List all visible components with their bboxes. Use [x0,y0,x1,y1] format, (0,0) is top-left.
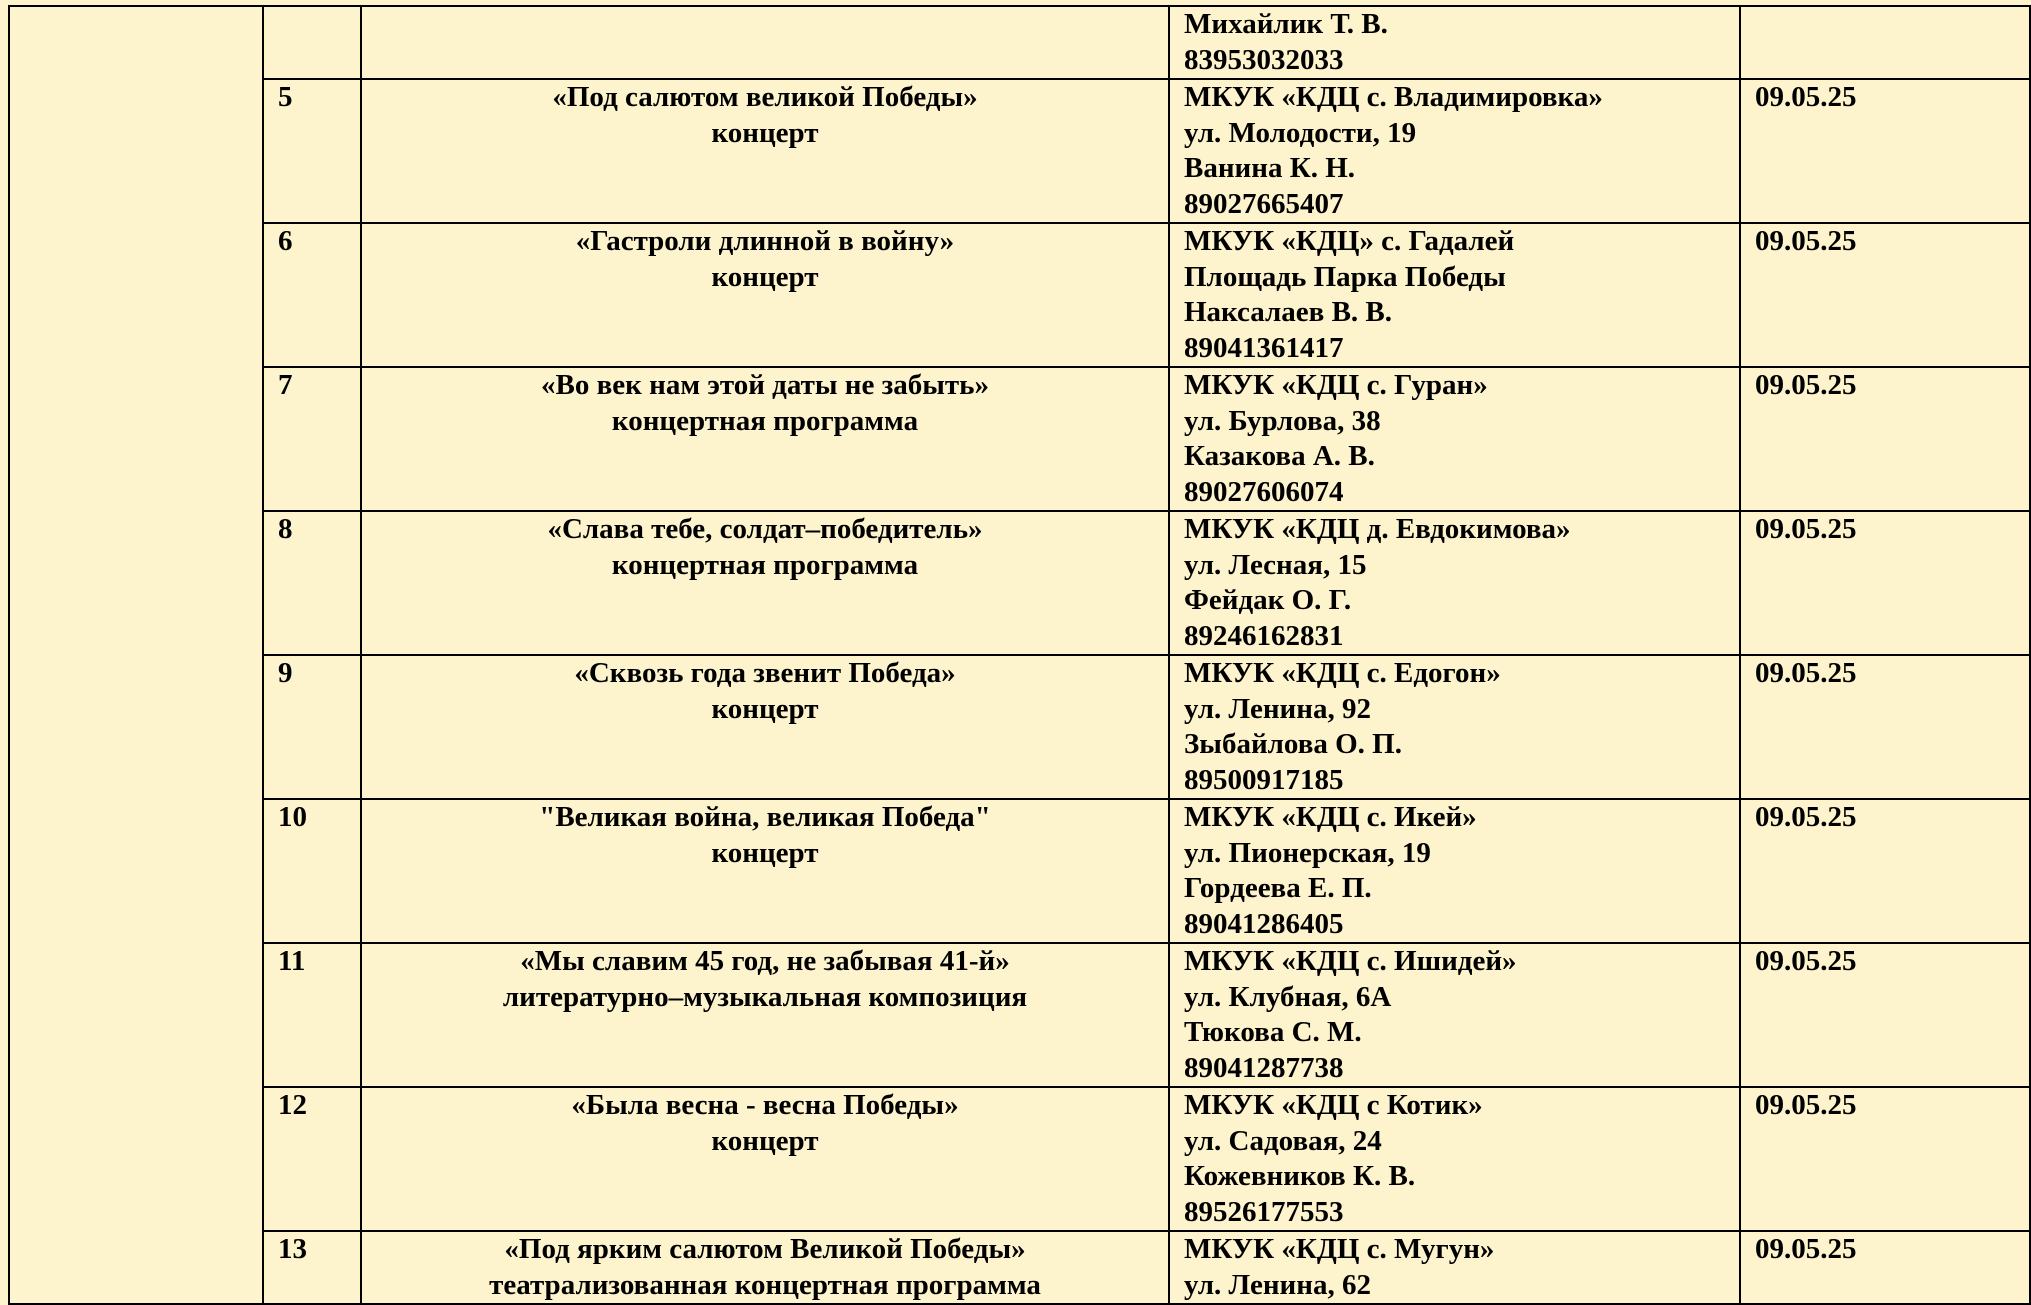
event-title: «Под ярким салютом Великой Победы» [504,1233,1026,1265]
row-number-cell: 10 [263,799,361,943]
table-row [9,1087,2030,1231]
venue-line: 89500917185 [1184,763,1344,796]
event-format: концерт [711,692,819,725]
table-row [9,655,2030,799]
table-row [9,6,2030,79]
venue-line: 89246162831 [1184,619,1344,652]
venue-line: ул. Ленина, 62 [1184,1268,1371,1301]
venue-line: Ванина К. Н. [1184,152,1356,184]
date-cell: 09.05.25 [1740,1231,2030,1304]
event-title-cell [361,1231,1169,1304]
row-number-cell: 5 [263,79,361,223]
table-row [9,367,2030,511]
venue-cell [1169,799,1740,943]
venue-line: 89041361417 [1184,331,1344,364]
date-cell: 09.05.25 [1740,79,2030,223]
venue-line: МКУК «КДЦ с. Едогон» [1184,657,1501,689]
date-cell: 09.05.25 [1740,223,2030,367]
event-title-cell [361,223,1169,367]
event-title: «Гастроли длинной в войну» [575,225,955,257]
event-title: «Сквозь года звенит Победа» [574,657,956,689]
row-number-cell: 8 [263,511,361,655]
event-format: концертная программа [611,404,919,437]
venue-line: Зыбайлова О. П. [1184,728,1402,760]
venue-line: ул. Ленина, 92 [1184,692,1371,725]
venue-line: ул. Садовая, 24 [1184,1124,1382,1157]
date-cell [1740,6,2030,79]
row-number-cell: 6 [263,223,361,367]
row-number-cell: 9 [263,655,361,799]
events-table [8,5,2031,1305]
date-cell: 09.05.25 [1740,367,2030,511]
venue-line: 89041286405 [1184,907,1344,940]
venue-line: Тюкова С. М. [1184,1016,1362,1048]
venue-cell [1169,943,1740,1087]
venue-line: МКУК «КДЦ с Котик» [1184,1089,1483,1121]
date-cell: 09.05.25 [1740,943,2030,1087]
event-format: концерт [711,260,819,293]
row-number-cell: 11 [263,943,361,1087]
event-format: концерт [711,116,819,149]
venue-cell [1169,655,1740,799]
venue-line: МКУК «КДЦ д. Евдокимова» [1184,513,1571,545]
venue-cell [1169,79,1740,223]
event-title-cell [361,1087,1169,1231]
table-row [9,943,2030,1087]
venue-line: ул. Пионерская, 19 [1184,836,1431,869]
event-title: "Великая война, великая Победа" [539,801,991,833]
event-title-cell [361,655,1169,799]
venue-line: Площадь Парка Победы [1184,260,1506,293]
event-title: «Мы славим 45 год, не забывая 41-й» [520,945,1010,977]
venue-cell [1169,367,1740,511]
event-title: «Слава тебе, солдат–победитель» [547,513,983,545]
event-title-cell [361,943,1169,1087]
venue-line: МКУК «КДЦ» с. Гадалей [1184,225,1515,257]
venue-cell [1169,223,1740,367]
venue-line: Кожевников К. В. [1184,1160,1416,1192]
venue-cell [1169,1231,1740,1304]
table-row [9,511,2030,655]
row-number-cell [263,6,361,79]
venue-line: Гордеева Е. П. [1184,872,1372,904]
table-row [9,799,2030,943]
venue-line: 89041287738 [1184,1051,1344,1084]
event-title-cell [361,367,1169,511]
venue-line: Фейдак О. Г. [1184,584,1352,616]
event-format: концерт [711,836,819,869]
table-row [9,1231,2030,1304]
table-row [9,79,2030,223]
row-number-cell: 13 [263,1231,361,1304]
date-cell: 09.05.25 [1740,1087,2030,1231]
venue-line: МКУК «КДЦ с. Владимировка» [1184,81,1603,113]
venue-line: 89526177553 [1184,1195,1344,1228]
event-format: литературно–музыкальная композиция [502,980,1028,1013]
venue-cell [1169,1087,1740,1231]
document-page [8,5,2029,1301]
table-row [9,223,2030,367]
row-number-cell: 12 [263,1087,361,1231]
date-cell: 09.05.25 [1740,511,2030,655]
venue-line: МКУК «КДЦ с. Икей» [1184,801,1477,833]
venue-line: ул. Клубная, 6А [1184,980,1392,1013]
venue-cell [1169,511,1740,655]
venue-line: ул. Молодости, 19 [1184,116,1417,149]
event-title-cell [361,6,1169,79]
event-title-cell [361,799,1169,943]
venue-line: МКУК «КДЦ с. Гуран» [1184,369,1488,401]
event-format: театрализованная концертная программа [489,1268,1041,1301]
venue-line: Наксалаев В. В. [1184,296,1393,328]
row-number-cell: 7 [263,367,361,511]
venue-line: ул. Лесная, 15 [1184,548,1367,581]
date-cell: 09.05.25 [1740,799,2030,943]
venue-line: 83953032033 [1184,43,1344,76]
event-title: «Под салютом великой Победы» [552,81,978,113]
event-title: «Была весна - весна Победы» [571,1089,959,1121]
event-format: концерт [711,1124,819,1157]
event-title-cell [361,511,1169,655]
venue-cell [1169,6,1740,79]
venue-line: Михайлик Т. В. [1184,8,1388,40]
left-blank-column [9,6,263,1304]
event-title: «Во век нам этой даты не забыть» [541,369,989,401]
venue-line: МКУК «КДЦ с. Ишидей» [1184,945,1517,977]
venue-line: ул. Бурлова, 38 [1184,404,1381,437]
events-table-body [9,6,2030,1304]
venue-line: 89027606074 [1184,475,1344,508]
date-cell: 09.05.25 [1740,655,2030,799]
venue-line: 89027665407 [1184,187,1344,220]
event-title-cell [361,79,1169,223]
event-format: концертная программа [611,548,919,581]
venue-line: МКУК «КДЦ с. Мугун» [1184,1233,1495,1265]
venue-line: Казакова А. В. [1184,440,1375,472]
